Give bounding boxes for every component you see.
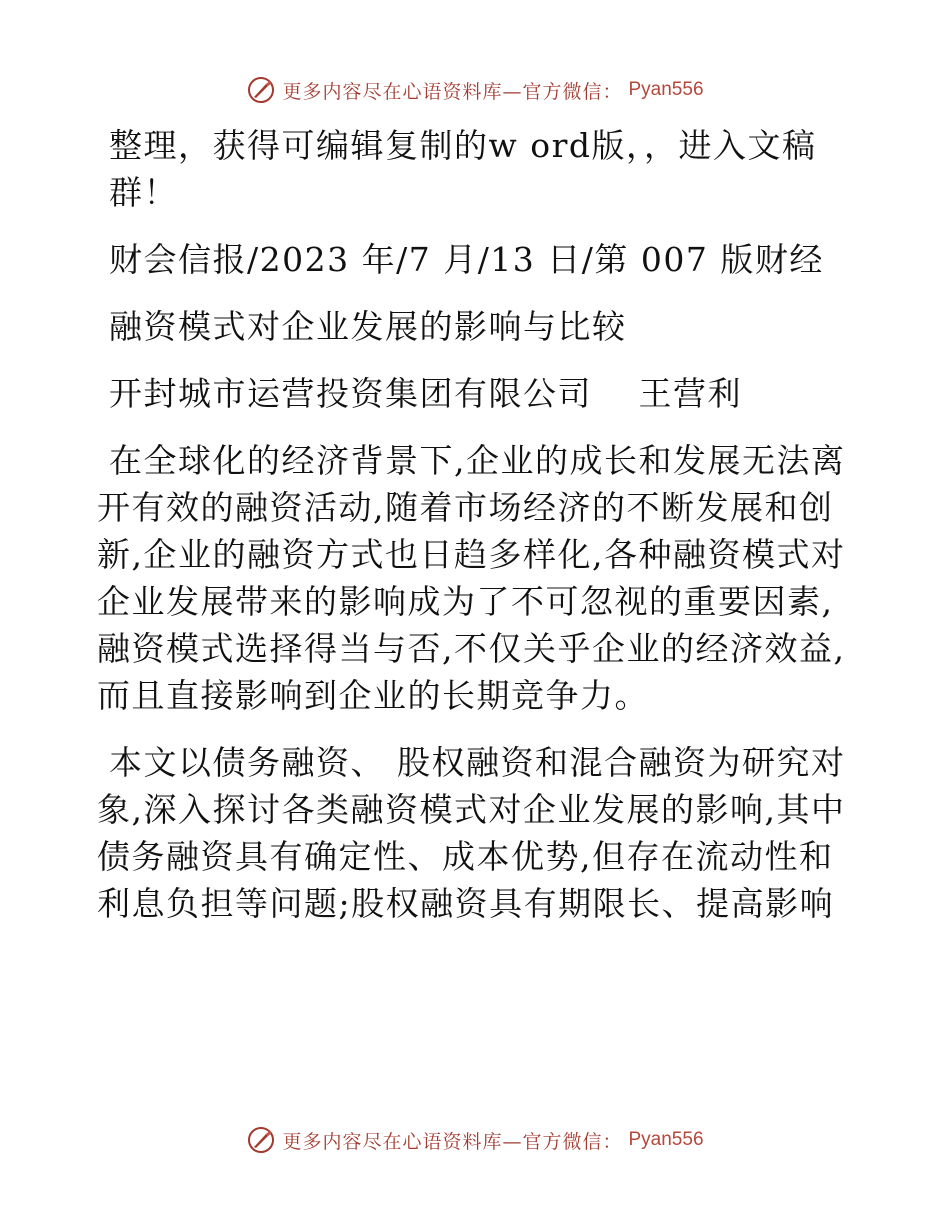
paragraph-line: 债务融资具有确定性、成本优势,但存在流动性和 [97,837,834,876]
watermark-wechat-id: Pyan556 [628,79,704,100]
paragraph-line: 融资模式选择得当与否,不仅关乎企业的经济效益, [97,629,846,668]
paragraph-line: 企业发展带来的影响成为了不可忽视的重要因素, [97,582,834,621]
quill-logo-icon [246,1125,276,1155]
author-line: 开封城市运营投资集团有限公司 王营利 [109,374,742,413]
article-title: 融资模式对企业发展的影响与比较 [109,307,627,346]
paragraph-line: 在全球化的经济背景下,企业的成长和发展无法离 [109,441,846,480]
intro-note [97,122,857,216]
quill-logo-icon [246,75,276,105]
watermark-text: 更多内容尽在心语资料库—官方微信： [282,80,623,103]
paragraph-line: 开有效的融资活动,随着市场经济的不断发展和创 [97,488,834,527]
document-body [97,122,857,947]
paragraph-2 [97,739,857,927]
paragraph-line: 新,企业的融资方式也日趋多样化,各种融资模式对 [97,535,846,574]
paragraph-line: 而且直接影响到企业的长期竞争力。 [97,676,649,715]
paragraph-1 [97,437,857,719]
paragraph-line: 利息负担等问题;股权融资具有期限长、提高影响 [97,884,835,923]
source-line: 财会信报/2023 年/7 月/13 日/第 007 版财经 [109,240,824,279]
watermark-text: 更多内容尽在心语资料库—官方微信： [282,1130,623,1153]
intro-line: 整理，获得可编辑复制的w ord版，，进入文稿 [109,126,817,165]
intro-line: 群！ [109,173,178,212]
paragraph-line: 象,深入探讨各类融资模式对企业发展的影响,其中 [97,790,846,829]
watermark-header [0,70,950,110]
watermark-footer [0,1120,950,1160]
watermark-wechat-id: Pyan556 [628,1129,704,1150]
paragraph-line: 本文以债务融资、 股权融资和混合融资为研究对 [109,743,846,782]
